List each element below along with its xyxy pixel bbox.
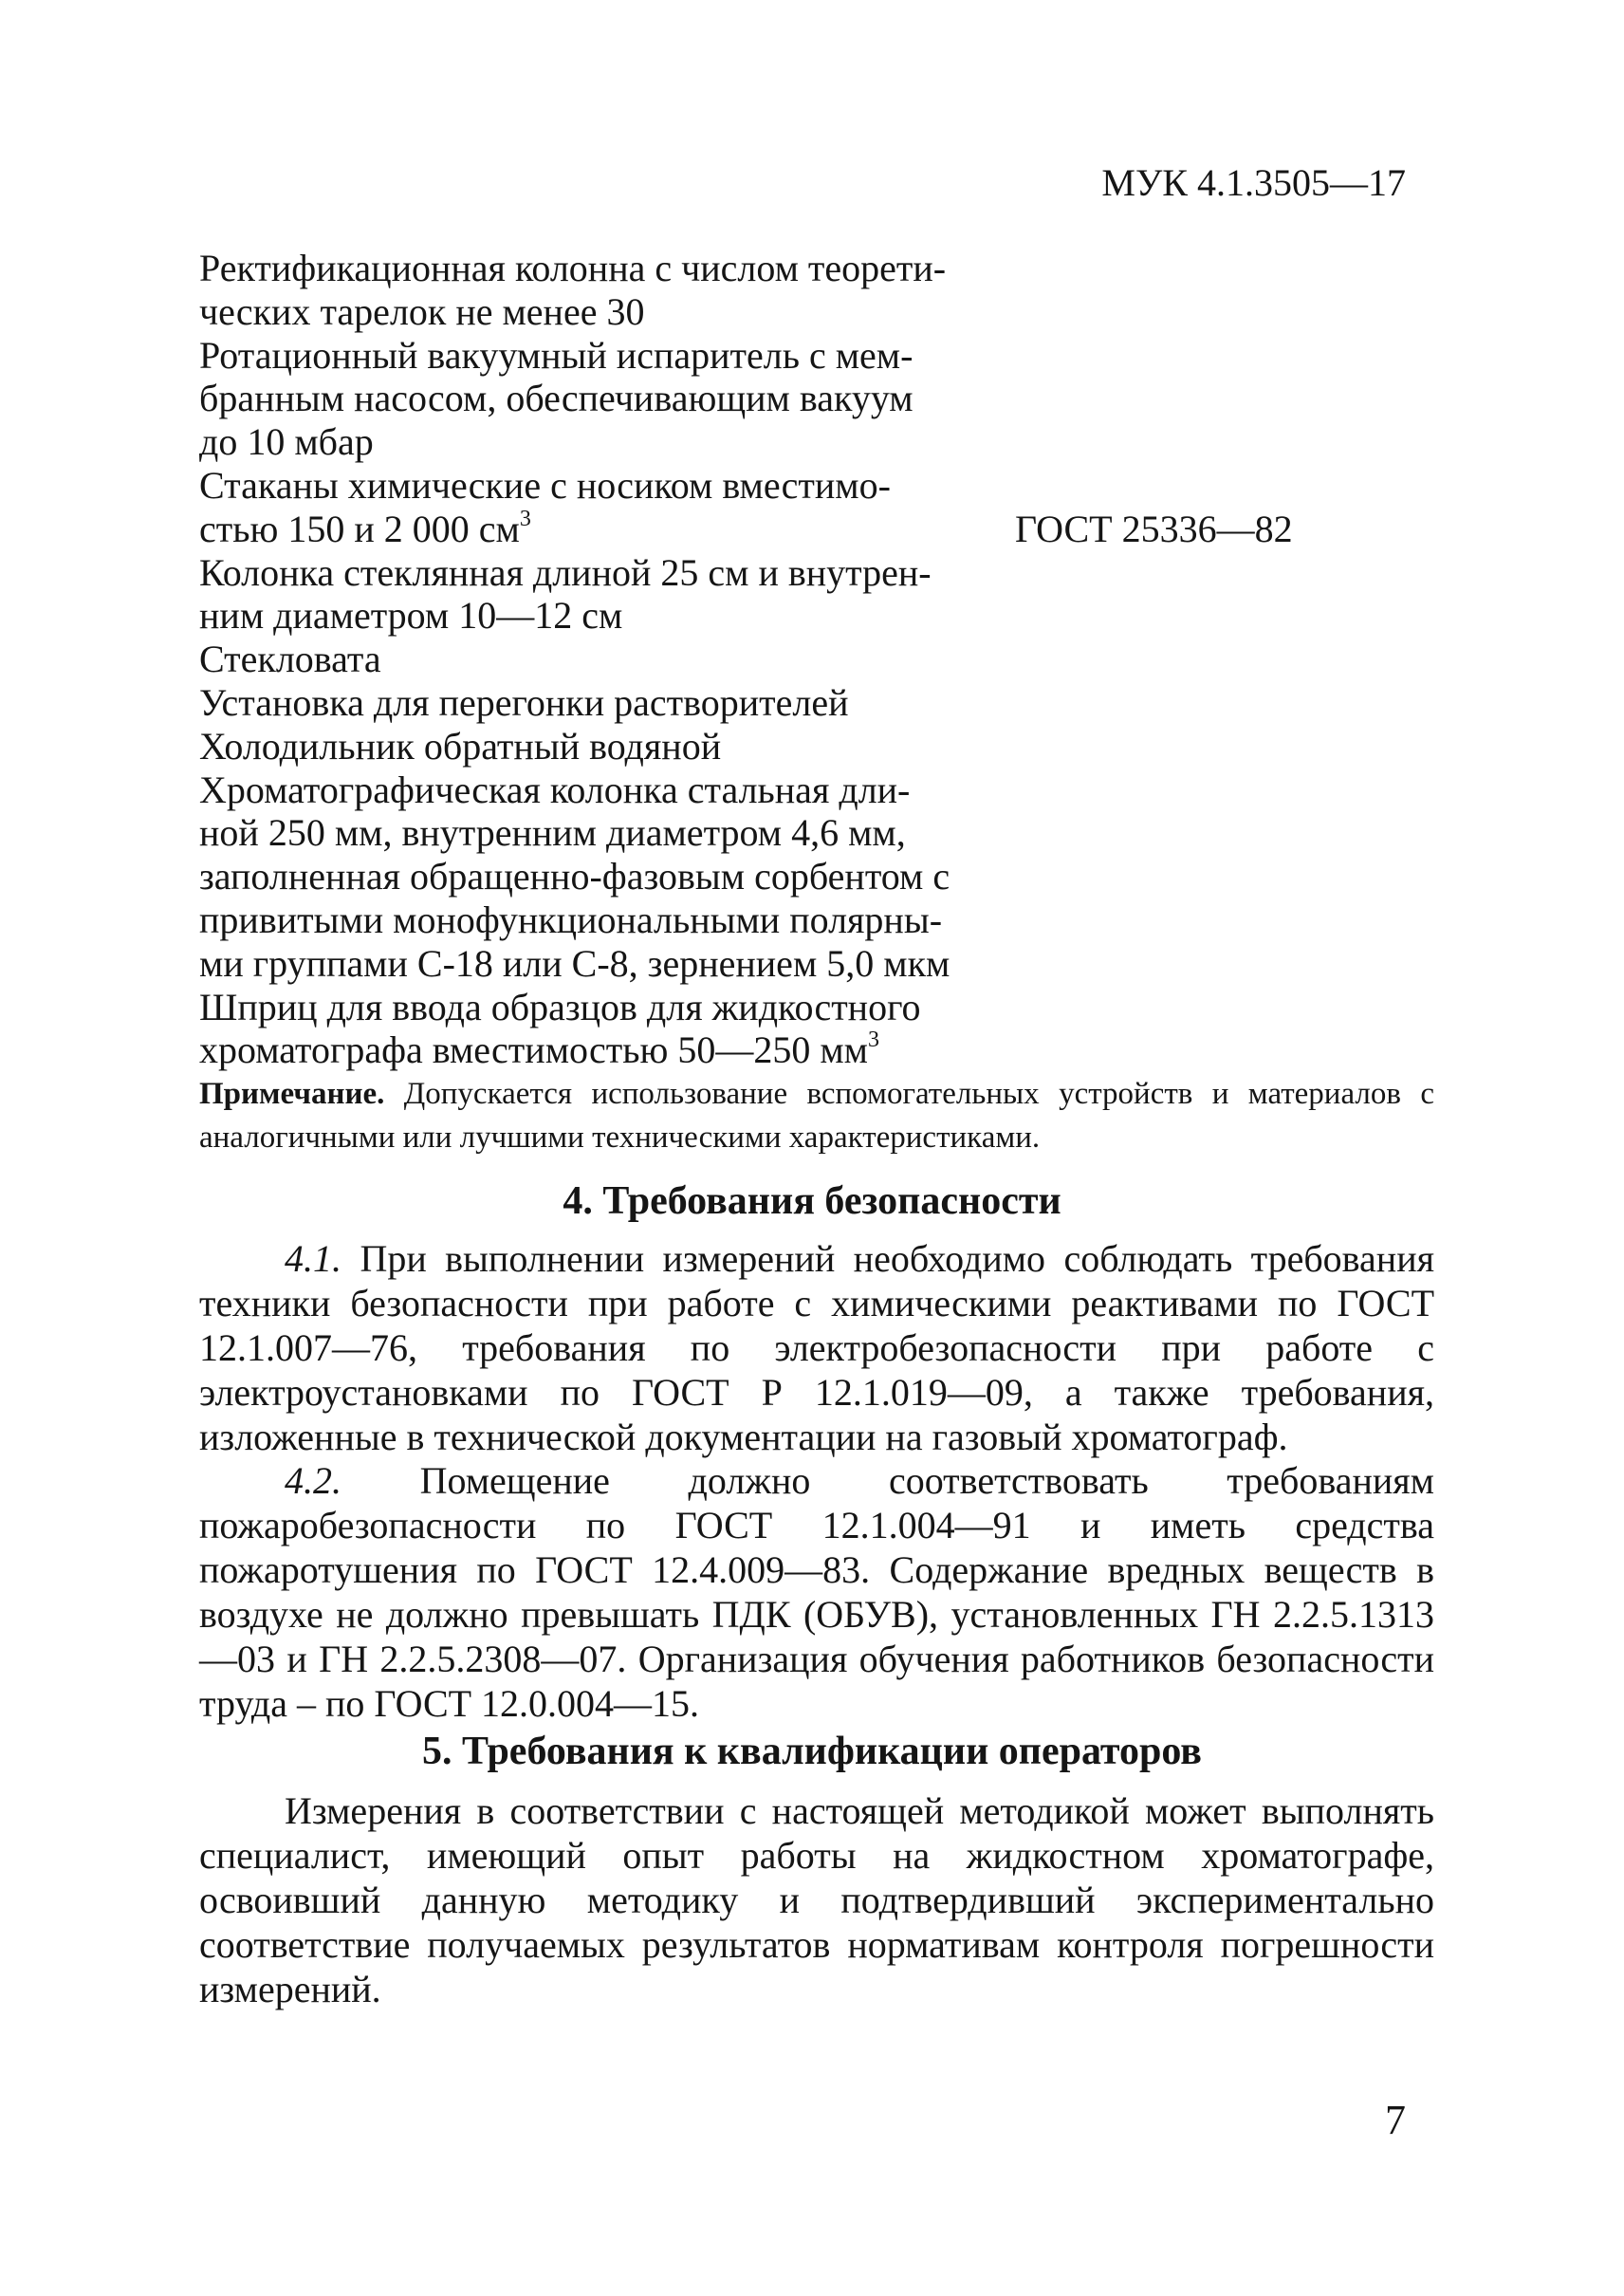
paragraph-text: Измерения в соответствии с настоящей методикой может выполнять специалист, имеющий опыт работы на жидкостном хроматографе, освоивший данную методику и подтвердивший экспериментально соответствие получаемых результатов нормативам контроля погрешности измерений. [199, 1789, 1434, 2010]
equipment-item-standard: ГОСТ 25336—82 [1015, 507, 1293, 550]
note-label: Примечание. [199, 1077, 385, 1111]
equipment-item-name [199, 768, 1006, 986]
superscript-exponent: 3 [519, 506, 531, 531]
equipment-item-text: Ротационный вакуумный испаритель с мем- бранным насосом, обеспечивающим вакуум до 10 мбар [199, 333, 914, 464]
note-paragraph [199, 1072, 1434, 1159]
equipment-item [199, 551, 1442, 639]
equipment-item-name [199, 464, 1006, 551]
equipment-item-name [199, 247, 1006, 334]
equipment-list [199, 247, 1442, 1072]
equipment-item [199, 334, 1442, 464]
section-5-title: 5. Требования к квалификации операторов [422, 1730, 1202, 1773]
equipment-item-name [199, 681, 1006, 725]
equipment-item [199, 464, 1442, 551]
equipment-item [199, 247, 1442, 334]
equipment-item-text: Шприц для ввода образцов для жидкостного хроматографа вместимостью 50—250 мм [199, 985, 921, 1072]
equipment-item-text: Установка для перегонки растворителей [199, 680, 849, 724]
equipment-item [199, 638, 1442, 681]
equipment-item [199, 725, 1442, 768]
section-4-title: 4. Требования безопасности [563, 1179, 1061, 1223]
note-text: Допускается использование вспомогательных устройств и материалов с аналогичными или лучшими техническими характеристиками. [199, 1077, 1434, 1155]
equipment-item-name [199, 551, 1006, 639]
equipment-item-text: Ректификационная колонна с числом теорети- ческих тарелок не менее 30 [199, 247, 947, 333]
paragraph-5 [199, 1788, 1434, 2011]
document-code-header: МУК 4.1.3505—17 [1101, 161, 1406, 204]
equipment-item [199, 681, 1442, 725]
equipment-item-name [199, 986, 1006, 1073]
paragraph-4-2 [199, 1458, 1434, 1726]
equipment-item-name [199, 725, 1006, 768]
paragraph-number: 4.1. [285, 1237, 341, 1280]
equipment-item-text: Стекловата [199, 638, 381, 681]
equipment-item-name [199, 334, 1006, 464]
equipment-item-text: Холодильник обратный водяной [199, 724, 722, 768]
equipment-item-text: Колонка стеклянная длиной 25 см и внутрен- ним диаметром 10—12 см [199, 550, 932, 638]
equipment-item-name [199, 638, 1006, 681]
equipment-item-text: Хроматографическая колонка стальная дли- ной 250 мм, внутренним диаметром 4,6 мм, заполненная обращенно-фазовым сорбентом с привитыми монофункциональными полярны- ми группами С-18 или С-8, зернением 5,0 мкм [199, 768, 950, 985]
paragraph-text: При выполнении измерений необходимо соблюдать требования техники безопасности при работе с химическими реактивами по ГОСТ 12.1.007—76, требования по электробезопасности при работе с электроустановками по ГОСТ Р 12.1.019—09, а также требования, изложенные в технической документации на газовый хроматограф. [199, 1237, 1435, 1458]
paragraph-number: 4.2. [285, 1459, 341, 1502]
equipment-item [199, 986, 1442, 1073]
equipment-item [199, 768, 1442, 986]
superscript-exponent: 3 [867, 1028, 879, 1053]
paragraph-text: Помещение должно соответствовать требованиям пожаробезопасности по ГОСТ 12.1.004—91 и иметь средства пожаротушения по ГОСТ 12.4.009—83. Содержание вредных веществ в воздухе не должно превышать ПДК (ОБУВ), установленных ГН 2.2.5.1313—03 и ГН 2.2.5.2308—07. Организация обучения работников безопасности труда – по ГОСТ 12.0.004—15. [199, 1459, 1434, 1725]
paragraph-4-1 [199, 1236, 1434, 1459]
page-number: 7 [1385, 2097, 1406, 2143]
equipment-item-text: Стаканы химические с носиком вместимо- стью 150 и 2 000 см [199, 463, 891, 550]
